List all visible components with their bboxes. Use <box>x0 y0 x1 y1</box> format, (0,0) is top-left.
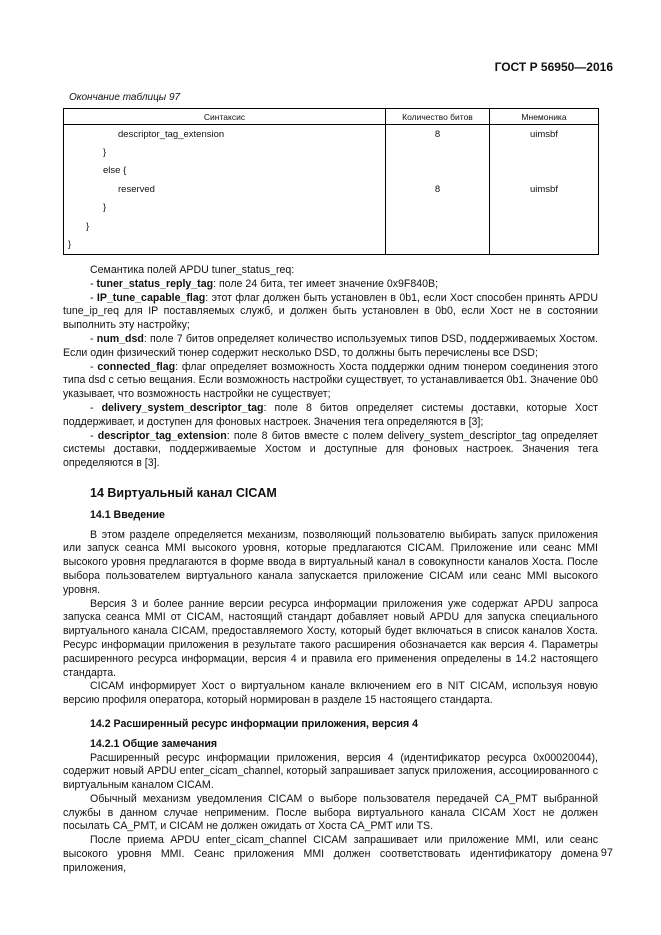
column-header-mnemonic: Мнемоника <box>490 109 599 125</box>
bits-cell <box>386 162 490 180</box>
syntax-table <box>63 108 599 255</box>
field-description: : поле 8 битов определяет системы доставки, которые Хост поддерживает, и доступен для фоновых настроек. Значения тега определяются в [3]; <box>63 401 598 428</box>
paragraph: Обычный механизм уведомления CICAM о выборе пользователя передачей CA_PMT выбранной службы в данном случае неприменим. После выбора виртуального канала CICAM Хост не должен посылать CA_PMT, и CICAM не должен ожидать от Хоста CA_PMT или TS. <box>63 792 598 833</box>
column-header-syntax: Синтаксис <box>64 109 386 125</box>
table-caption: Окончание таблицы 97 <box>69 92 181 103</box>
column-header-bits: Количество битов <box>386 109 490 125</box>
bits-cell <box>386 235 490 254</box>
page-number: 97 <box>600 847 613 859</box>
bits-cell: 8 <box>386 180 490 198</box>
field-description: : поле 7 битов определяет количество используемых типов DSD, поддерживаемых Хостом. Если один физический тюнер содержит несколько DSD, то должны быть перечислены все DSD; <box>63 332 598 359</box>
field-name: tuner_status_reply_tag <box>96 277 214 290</box>
paragraph: Версия 3 и более ранние версии ресурса информации приложения уже содержат APDU запроса запуска сеанса MMI от CICAM, настоящий стандарт добавляет новый APDU для запуска специального виртуального канала CICAM, предоставляемого Хосту, который будет включаться в список каналов Хоста. Ресурс информации приложения в результате такого расширения обозначается как версия 4. Параметры расширенного ресурса информации, версия 4 и правила его применения определены в 14.2 настоящего стандарта. <box>63 597 598 679</box>
semantics-intro: Семантика полей APDU tuner_status_req: <box>90 264 295 276</box>
semantics-item: - descriptor_tag_extension: поле 8 битов вместе с полем delivery_system_descriptor_tag определяет системы доставки, поддерживаемые Хостом и доступные для фоновых настроек. Значения тега определяются в [3]. <box>63 429 599 470</box>
syntax-cell: } <box>64 235 386 254</box>
subsection-heading: 14.1 Введение <box>90 508 165 521</box>
document-body <box>63 264 598 876</box>
syntax-cell: } <box>64 217 386 235</box>
table-row <box>64 199 599 217</box>
field-name: delivery_system_descriptor_tag <box>101 401 264 414</box>
paragraph: Расширенный ресурс информации приложения, версия 4 (идентификатор ресурса 0x00020044), содержит новый APDU enter_cicam_channel, который запрашивает запуск приложения, ассоциированного с виртуальным каналом CICAM. <box>63 751 598 792</box>
bits-cell <box>386 143 490 161</box>
table-row <box>64 125 599 144</box>
paragraph: CICAM информирует Хост о виртуальном канале включением его в NIT CICAM, используя новую версию профиля оператора, который нормирован в разделе 15 настоящего стандарта. <box>63 680 598 707</box>
table-row <box>64 162 599 180</box>
mnemonic-cell: uimsbf <box>490 180 599 198</box>
field-description: : флаг определяет возможность Хоста поддержки одним тюнером соединения этого типа dsd с сетью вещания. Если возможность настройки существует, то устанавливается 0b1. Значение 0b0 указывает, что возможность настройки не существует; <box>63 360 598 401</box>
field-description: : поле 8 битов вместе с полем delivery_system_descriptor_tag определяет системы доставки, поддерживаемые Хостом и доступные для фоновых настроек. Значения тега определяются в [3]. <box>63 429 599 470</box>
semantics-item: - delivery_system_descriptor_tag: поле 8 битов определяет системы доставки, которые Хост поддерживает, и доступен для фоновых настроек. Значения тега определяются в [3]; <box>63 401 598 428</box>
field-name: IP_tune_capable_flag <box>96 291 206 304</box>
table-row <box>64 235 599 254</box>
semantics-item: - connected_flag: флаг определяет возможность Хоста поддержки одним тюнером соединения этого типа dsd с сетью вещания. Если возможность настройки существует, то устанавливается 0b1. Значение 0b0 указывает, что возможность настройки не существует; <box>63 360 598 401</box>
paragraph: В этом разделе определяется механизм, позволяющий пользователю выбирать запуск приложения или запуск сеанса MMI высокого уровня, которые предлагаются CICAM. Приложение или сеанс MMI высокого уровня предлагаются в форме ввода в виртуальный канал в совокупности каналов Хоста. После выбора пользователем виртуального канала запускается приложение CICAM или сеанс MMI высокого уровня. <box>63 528 598 596</box>
mnemonic-cell <box>490 143 599 161</box>
mnemonic-cell <box>490 235 599 254</box>
field-name: connected_flag <box>97 360 176 373</box>
table-row <box>64 143 599 161</box>
table-header-row <box>64 109 599 125</box>
bits-cell <box>386 217 490 235</box>
bits-cell: 8 <box>386 125 490 144</box>
standard-header: ГОСТ Р 56950—2016 <box>494 60 613 74</box>
mnemonic-cell <box>490 199 599 217</box>
semantics-item: - IP_tune_capable_flag: этот флаг должен быть установлен в 0b1, если Хост способен принять APDU tune_ip_req для IP поставляемых служб, и должен быть установлен в 0b0, если Хост не в состоянии выполнить эту настройку; <box>63 291 598 332</box>
field-name: descriptor_tag_extension <box>97 429 227 442</box>
syntax-cell: } <box>64 199 386 217</box>
semantics-item: - tuner_status_reply_tag: поле 24 бита, тег имеет значение 0x9F840B; <box>90 277 439 290</box>
syntax-cell: else { <box>64 162 386 180</box>
syntax-cell: descriptor_tag_extension <box>64 125 386 144</box>
semantics-item: - num_dsd: поле 7 битов определяет количество используемых типов DSD, поддерживаемых Хостом. Если один физический тюнер содержит несколько DSD, то должны быть перечислены все DSD; <box>63 332 598 359</box>
table-row <box>64 180 599 198</box>
section-heading: 14 Виртуальный канал CICAM <box>90 485 277 500</box>
subsubsection-heading: 14.2.1 Общие замечания <box>90 737 218 750</box>
field-description: : поле 24 бита, тег имеет значение 0x9F840B; <box>213 277 439 290</box>
subsection-heading: 14.2 Расширенный ресурс информации приложения, версия 4 <box>90 717 419 730</box>
paragraph: После приема APDU enter_cicam_channel CICAM запрашивает или приложение MMI, или сеанс высокого уровня MMI. Сеанс приложения MMI должен соответствовать идентификатору домена приложения, <box>63 834 598 874</box>
mnemonic-cell: uimsbf <box>490 125 599 144</box>
syntax-cell: } <box>64 143 386 161</box>
mnemonic-cell <box>490 217 599 235</box>
table-row <box>64 217 599 235</box>
bits-cell <box>386 199 490 217</box>
mnemonic-cell <box>490 162 599 180</box>
field-name: num_dsd <box>96 332 144 345</box>
field-description: : этот флаг должен быть установлен в 0b1, если Хост способен принять APDU tune_ip_req для IP поставляемых служб, и должен быть установлен в 0b0, если Хост не в состоянии выполнить эту настройку; <box>63 291 598 332</box>
syntax-cell: reserved <box>64 180 386 198</box>
